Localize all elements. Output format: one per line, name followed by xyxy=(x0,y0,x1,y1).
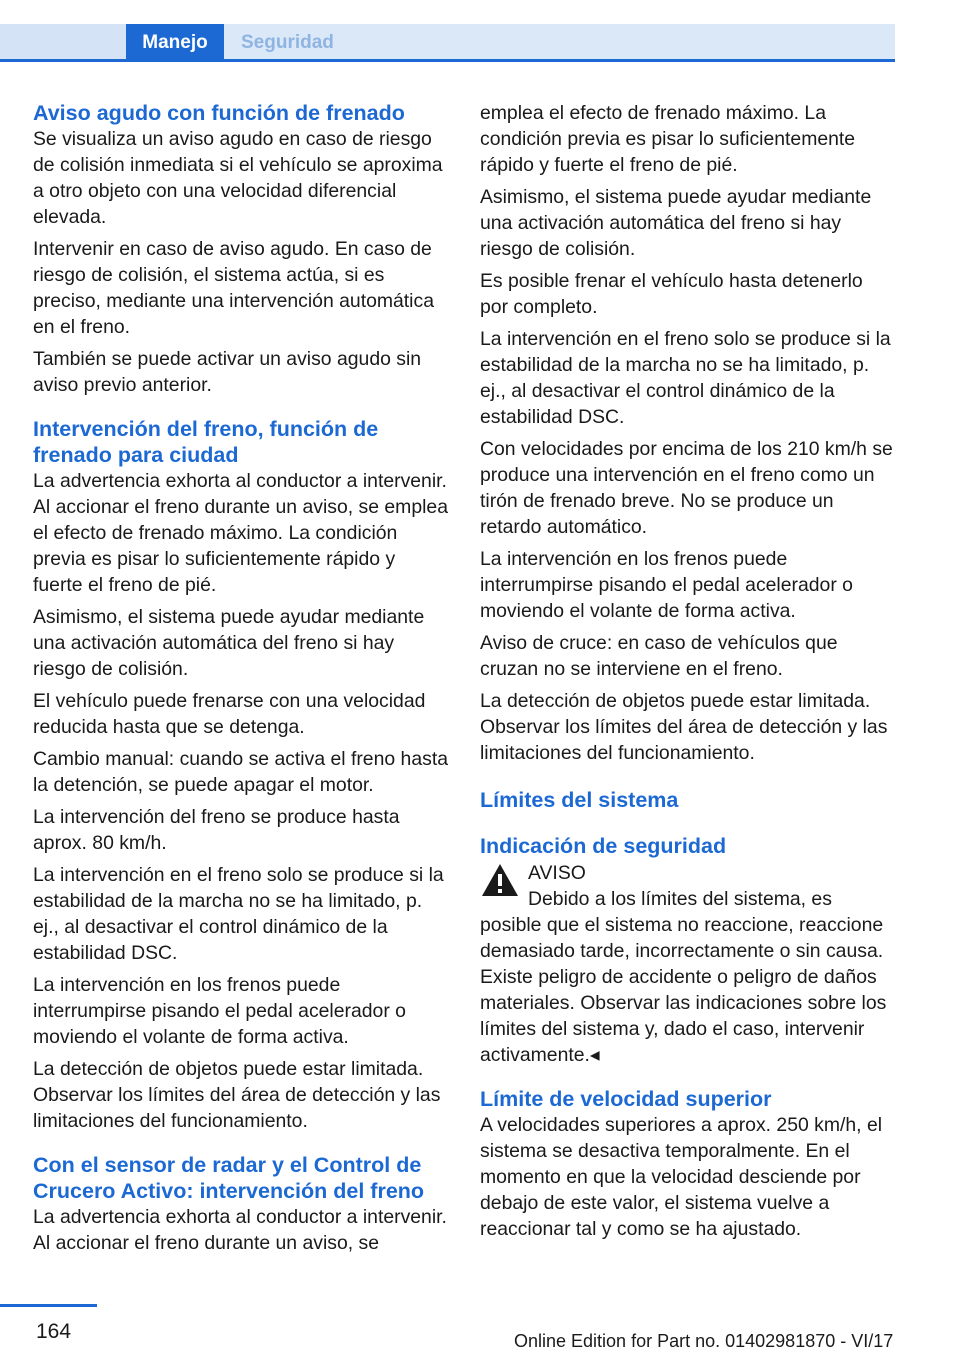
paragraph: La intervención en el freno solo se produce si la estabilidad de la marcha no se ha limitado, p. ej., al desactivar el control dinámico de la estabilidad DSC. xyxy=(480,328,891,428)
paragraph: Cambio manual: cuando se activa el freno hasta la detención, se puede apagar el motor. xyxy=(33,748,448,796)
tab-manejo[interactable]: Manejo xyxy=(126,24,224,62)
paragraph: El vehículo puede frenarse con una velocidad reducida hasta que se detenga. xyxy=(33,690,426,738)
left-column xyxy=(33,100,448,1262)
paragraph: La intervención en el freno solo se produce si la estabilidad de la marcha no se ha limitado, p. ej., al desactivar el control dinámico de la estabilidad DSC. xyxy=(33,864,444,964)
paragraph: emplea el efecto de frenado máximo. La condición previa es pisar lo suficientemente rápido y fuerte el freno de pié. xyxy=(480,102,856,176)
footer-edition: Online Edition for Part no. 01402981870 - VI/17 xyxy=(514,1331,894,1351)
paragraph: Asimismo, el sistema puede ayudar mediante una activación automática del freno si hay riesgo de colisión. xyxy=(33,606,425,680)
warning-text: Debido a los límites del sistema, es posible que el sistema no reaccione, reaccione demasiado tarde, incorrectamente o sin causa. Existe peligro de accidente o peligro de daños materiales. Observar las indicaciones sobre los límites del sistema y, dado el caso, intervenir activamente.◂ xyxy=(480,888,887,1066)
paragraph: La intervención en los frenos puede interrumpirse pisando el pedal acelerador o moviendo el volante de forma activa. xyxy=(33,974,406,1048)
paragraph: La intervención del freno se produce hasta aprox. 80 km/h. xyxy=(33,806,400,854)
paragraph: También se puede activar un aviso agudo sin aviso previo anterior. xyxy=(33,348,422,396)
heading-indicacion-seguridad: Indicación de seguridad xyxy=(480,834,727,858)
paragraph: La detección de objetos puede estar limitada. Observar los límites del área de detección y las limitaciones del funcionamiento. xyxy=(480,690,888,764)
paragraph: Intervenir en caso de aviso agudo. En caso de riesgo de colisión, el sistema actúa, si es preciso, mediante una intervención automática en el freno. xyxy=(33,238,434,338)
heading-radar-acc: Con el sensor de radar y el Control de Crucero Activo: intervención del freno xyxy=(33,1153,425,1203)
header-stripe xyxy=(0,24,126,62)
page-number: 164 xyxy=(36,1320,72,1343)
paragraph: A velocidades superiores a aprox. 250 km/h, el sistema se desactiva temporalmente. En el momento en que la velocidad desciende por debajo de este valor, el sistema vuelve a reaccionar tal y como se ha ajustado. xyxy=(480,1114,883,1240)
paragraph: Con velocidades por encima de los 210 km/h se produce una intervención en el freno como un tirón de frenado breve. No se produce un retardo automático. xyxy=(480,438,893,538)
paragraph: La intervención en los frenos puede interrumpirse pisando el pedal acelerador o moviendo el volante de forma activa. xyxy=(480,548,853,622)
right-column xyxy=(480,100,895,1248)
tab-seguridad[interactable]: Seguridad xyxy=(224,24,895,62)
paragraph: Aviso de cruce: en caso de vehículos que cruzan no se interviene en el freno. xyxy=(480,632,838,680)
header-divider xyxy=(0,59,895,62)
heading-limites-sistema: Límites del sistema xyxy=(480,788,679,812)
paragraph: Asimismo, el sistema puede ayudar mediante una activación automática del freno si hay riesgo de colisión. xyxy=(480,186,872,260)
warning-box xyxy=(480,860,895,910)
heading-aviso-agudo: Aviso agudo con función de frenado xyxy=(33,101,405,125)
warning-triangle-icon xyxy=(480,862,520,898)
heading-limite-velocidad: Límite de velocidad superior xyxy=(480,1087,772,1111)
warning-title: AVISO xyxy=(528,862,586,884)
footer-divider xyxy=(0,1304,97,1307)
paragraph: Se visualiza un aviso agudo en caso de riesgo de colisión inmediata si el vehículo se aproxima a otro objeto con una velocidad diferencial elevada. xyxy=(33,128,443,228)
paragraph: La detección de objetos puede estar limitada. Observar los límites del área de detección y las limitaciones del funcionamiento. xyxy=(33,1058,441,1132)
paragraph: Es posible frenar el vehículo hasta detenerlo por completo. xyxy=(480,270,863,318)
heading-intervencion-ciudad: Intervención del freno, función de frenado para ciudad xyxy=(33,417,379,467)
paragraph: La advertencia exhorta al conductor a intervenir. Al accionar el freno durante un aviso, se emplea el efecto de frenado máximo. La condición previa es pisar lo suficientemente rápido y fuerte el freno de pié. xyxy=(33,470,448,596)
paragraph: La advertencia exhorta al conductor a intervenir. Al accionar el freno durante un aviso, se xyxy=(33,1206,447,1254)
